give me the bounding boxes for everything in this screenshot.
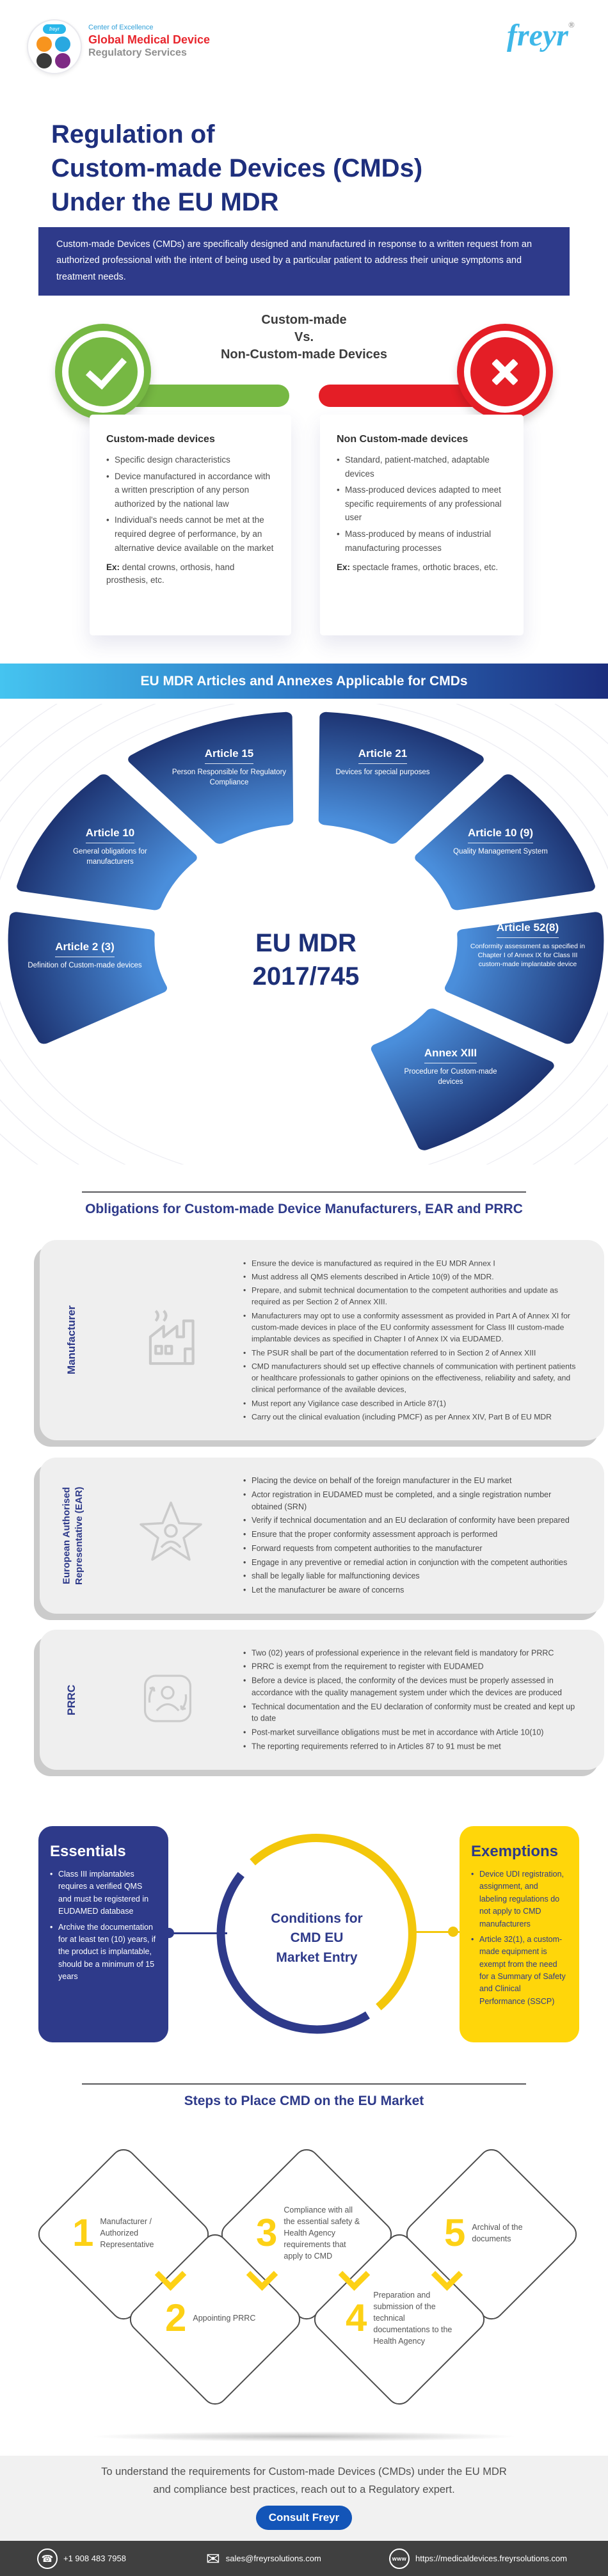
freyr-brand-logo: freyr® bbox=[507, 19, 575, 52]
custom-made-card-title: Custom-made devices bbox=[106, 434, 215, 445]
bullet-item: • Individual's needs cannot be met at the required degree of performance, by an alternative device available on the market bbox=[106, 513, 275, 555]
coe-logo-badge bbox=[27, 19, 82, 74]
cta-line2: and compliance best practices, reach out to a Regulatory expert. bbox=[153, 2484, 455, 2495]
bullet-item: • Device UDI registration, assignment, and labeling regulations do not apply to CMD manufacturers bbox=[471, 1868, 568, 1930]
check-badge bbox=[55, 324, 151, 420]
bullet-item: • Device manufactured in accordance with a written prescription of any person authorized by the national law bbox=[106, 470, 275, 511]
wheel-petal-annex-xiii: Annex XIII Procedure for Custom-made devices bbox=[404, 1047, 497, 1086]
conditions-center-label: Conditions for CMD EU Market Entry bbox=[271, 1911, 363, 1965]
comparison-heading: Custom-made Vs. Non-Custom-made Devices bbox=[220, 313, 388, 362]
ground-shadow bbox=[90, 2431, 518, 2442]
navy-connector-dot bbox=[164, 1928, 174, 1938]
wheel-petal-article-10-9: Article 10 (9) Quality Management System bbox=[453, 827, 548, 855]
bullet-item: • Must address all QMS elements described in Article 10(9) of the MDR. bbox=[243, 1271, 582, 1282]
cross-badge bbox=[457, 324, 553, 420]
bullet-item: • Manufacturers may opt to use a conformity assessment as provided in Part A of Annex XI for custom-made devices in place of the EU conformity assessment for Class III custom-made implantable devices as specified in Chapter I of Annex IX via EUDAMED. bbox=[243, 1310, 582, 1345]
bullet-item: • The reporting requirements referred to in Articles 87 to 91 must be met bbox=[243, 1740, 582, 1753]
bullet-item: • Article 32(1), a custom-made equipment is exempt from the need for a Summary of Safety and Clinical Performance (SSCP) bbox=[471, 1934, 568, 2008]
bullet-item: • Forward requests from competent authorities to the manufacturer bbox=[243, 1543, 582, 1555]
essentials-card bbox=[38, 1826, 168, 2042]
logo-circle-dark bbox=[36, 53, 52, 68]
prrc-card bbox=[40, 1630, 604, 1770]
registered-mark: ® bbox=[568, 20, 575, 29]
phone-icon: ☎ bbox=[37, 2548, 58, 2569]
freyr-mini-logo: freyr bbox=[43, 24, 66, 34]
wheel-petal-article-15: Article 15 Person Responsible for Regulatory Compliance bbox=[172, 747, 287, 786]
ear-label: European Authorised Representative (EAR) bbox=[61, 1486, 84, 1585]
intro-definition-band: Custom-made Devices (CMDs) are specifically designed and manufactured in response to a written request from an authorized professional with the intent of being used by a particular patient to address their unique symptoms and treatment needs. bbox=[38, 227, 570, 296]
coe-line1: Center of Excellence bbox=[88, 24, 154, 31]
bullet-item: • PRRC is exempt from the requirement to register with EUDAMED bbox=[243, 1661, 582, 1673]
bullet-item: • Engage in any preventive or remedial action in conjunction with the competent authorities bbox=[243, 1557, 582, 1569]
footer-phone[interactable]: ☎ +1 908 483 7958 bbox=[37, 2541, 126, 2576]
cta-line1: To understand the requirements for Custom-made Devices (CMDs) under the EU MDR bbox=[101, 2466, 507, 2477]
coe-line3: Regulatory Services bbox=[88, 47, 187, 58]
non-custom-made-card bbox=[320, 415, 524, 635]
yellow-connector-dot bbox=[448, 1927, 458, 1937]
divider bbox=[82, 2083, 526, 2085]
step-2: 2 Appointing PRRC bbox=[165, 2296, 256, 2339]
footer-bar bbox=[0, 2541, 608, 2576]
coe-line2: Global Medical Device bbox=[88, 33, 211, 46]
check-icon bbox=[86, 347, 127, 390]
ear-bullets bbox=[243, 1473, 582, 1598]
exemptions-title: Exemptions bbox=[471, 1843, 559, 1860]
step-3: 3 Compliance with all the essential safety & Health Agency requirements that apply to CMD bbox=[256, 2205, 360, 2261]
logo-circle-orange bbox=[36, 36, 52, 52]
person-badge-icon bbox=[136, 1666, 200, 1733]
step-4: 4 Preparation and submission of the technical documentations to the Health Agency bbox=[346, 2290, 452, 2346]
bullet-item: • Specific design characteristics bbox=[106, 453, 275, 467]
logo-circle-purple bbox=[55, 53, 70, 68]
bullet-item: • Verify if technical documentation and an EU declaration of conformity have been prepared bbox=[243, 1515, 582, 1527]
manufacturer-card bbox=[40, 1240, 604, 1440]
bullet-item: • Archive the documentation for at least ten (10) years, if the product is implantable, should be a minimum of 15 years bbox=[50, 1921, 157, 1984]
bullet-item: • CMD manufacturers should set up effective channels of communication with pertinent patients or healthcare professionals to gather opinions on the effectiveness, reliability and safety, and clinical performance of the available devices, bbox=[243, 1360, 582, 1395]
bullet-item: • Class III implantables requires a verified QMS and must be registered in EUDAMED database bbox=[50, 1868, 157, 1918]
bullet-item: • The PSUR shall be part of the documentation referred to in Section 2 of Annex XIII bbox=[243, 1347, 582, 1358]
bullet-item: • Must report any Vigilance case described in Article 87(1) bbox=[243, 1397, 582, 1409]
bullet-item: • Standard, patient-matched, adaptable devices bbox=[337, 453, 507, 481]
footer-email[interactable]: ✉ sales@freyrsolutions.com bbox=[206, 2548, 321, 2568]
bullet-item: • Post-market surveillance obligations must be met in accordance with Article 10(10) bbox=[243, 1727, 582, 1739]
example-line: Ex: dental crowns, orthosis, hand prosthesis, etc. bbox=[106, 562, 235, 585]
manufacturer-bullets bbox=[243, 1255, 582, 1425]
footer-website[interactable]: www https://medicaldevices.freyrsolutions.com bbox=[389, 2541, 567, 2576]
exemptions-card bbox=[460, 1826, 579, 2042]
step-5: 5 Archival of the documents bbox=[444, 2211, 523, 2254]
bullet-item: • Ensure that the proper conformity assessment approach is performed bbox=[243, 1529, 582, 1541]
bullet-item: • Two (02) years of professional experience in the relevant field is mandatory for PRRC bbox=[243, 1647, 582, 1659]
bullet-item: • Ensure the device is manufactured as required in the EU MDR Annex I bbox=[243, 1257, 582, 1269]
prrc-bullets bbox=[243, 1645, 582, 1754]
bullet-item: • Before a device is placed, the conformity of the devices must be properly assessed in accordance with the quality management system under which the devices are produced bbox=[243, 1675, 582, 1699]
consult-freyr-button[interactable]: Consult Freyr bbox=[256, 2506, 352, 2530]
factory-icon bbox=[136, 1302, 216, 1379]
custom-made-card bbox=[90, 415, 291, 635]
logo-circle-blue bbox=[55, 36, 70, 52]
globe-www-icon: www bbox=[389, 2548, 410, 2569]
prrc-label: PRRC bbox=[65, 1684, 77, 1715]
example-line: Ex: spectacle frames, orthotic braces, etc. bbox=[337, 562, 499, 573]
wheel-petal-article-10: Article 10 General obligations for manufacturers bbox=[73, 827, 147, 866]
obligations-heading: Obligations for Custom-made Device Manufacturers, EAR and PRRC bbox=[85, 1202, 523, 1216]
wheel-petal-article-21: Article 21 Devices for special purposes bbox=[335, 747, 430, 776]
wheel-petal-article-52-8: Article 52(8) Conformity assessment as specified in Chapter I of Annex IX for Class III custom-made implantable device bbox=[470, 921, 586, 969]
wheel-petal-article-2-3: Article 2 (3) Definition of Custom-made devices bbox=[28, 941, 142, 969]
section-banner-articles: EU MDR Articles and Annexes Applicable for CMDs bbox=[0, 664, 608, 699]
bullet-item: • Prepare, and submit technical documentation to the competent authorities and update as required as per Section 2 of Annex XIII. bbox=[243, 1285, 582, 1308]
bullet-item: • Technical documentation and the EU declaration of conformity must be created and kept up to date bbox=[243, 1701, 582, 1725]
wheel-center-label: EU MDR 2017/745 bbox=[252, 929, 360, 990]
bullet-item: • shall be legally liable for malfunctioning devices bbox=[243, 1570, 582, 1582]
bullet-item: • Mass-produced devices adapted to meet specific requirements of any professional user bbox=[337, 483, 507, 525]
ear-card bbox=[40, 1458, 604, 1614]
non-custom-made-card-title: Non Custom-made devices bbox=[337, 434, 468, 445]
bullet-item: • Let the manufacturer be aware of concerns bbox=[243, 1584, 582, 1596]
divider bbox=[82, 1191, 526, 1193]
bullet-item: • Placing the device on behalf of the foreign manufacturer in the EU market bbox=[243, 1475, 582, 1487]
envelope-icon: ✉ bbox=[206, 2548, 220, 2568]
page-title: Regulation of Custom-made Devices (CMDs) Under the EU MDR bbox=[51, 120, 423, 216]
bullet-item: • Carry out the clinical evaluation (including PMCF) as per Annex XIV, Part B of EU MDR bbox=[243, 1411, 582, 1423]
essentials-title: Essentials bbox=[50, 1843, 126, 1860]
manufacturer-label: Manufacturer bbox=[65, 1305, 77, 1375]
star-person-icon bbox=[136, 1499, 206, 1573]
steps-heading: Steps to Place CMD on the EU Market bbox=[184, 2094, 424, 2108]
step-1: 1 Manufacturer / Authorized Representative bbox=[72, 2211, 154, 2254]
bullet-item: • Mass-produced by means of industrial manufacturing processes bbox=[337, 527, 507, 555]
bullet-item: • Actor registration in EUDAMED must be completed, and a single registration number obtained (SRN) bbox=[243, 1489, 582, 1513]
